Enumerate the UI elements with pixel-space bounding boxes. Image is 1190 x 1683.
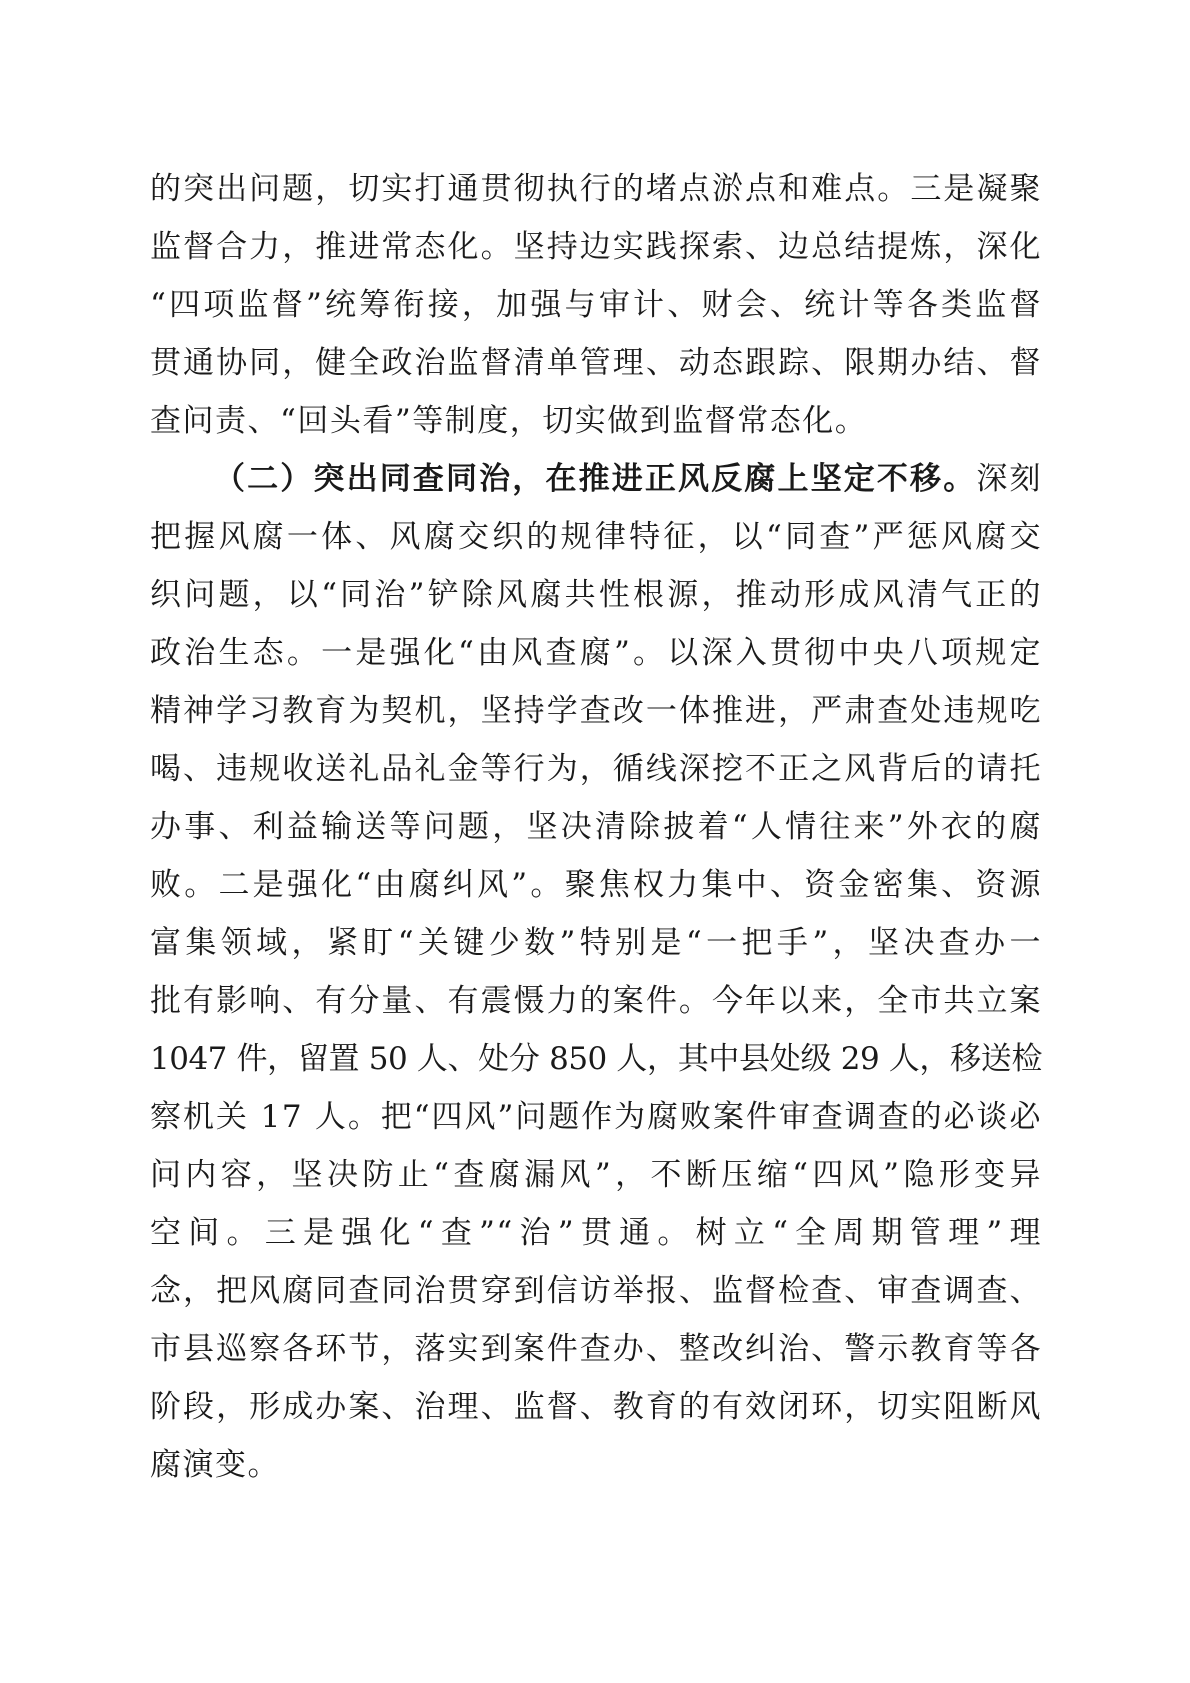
- line-text: 贯通协同，健全政治监督清单管理、动态跟踪、限期办结、督: [150, 345, 1042, 381]
- paragraph-2-first-line: [150, 450, 1042, 508]
- paragraph-2-line: [150, 1146, 1042, 1204]
- line-text: 办事、利益输送等问题，坚决清除披着“人情往来”外衣的腐: [150, 809, 1042, 845]
- line-text: 的突出问题，切实打通贯彻执行的堵点淤点和难点。三是凝聚: [150, 171, 1042, 207]
- line-text: “四项监督”统筹衔接，加强与审计、财会、统计等各类监督: [150, 287, 1042, 323]
- paragraph-2-line: [150, 740, 1042, 798]
- paragraph-2-line: [150, 566, 1042, 624]
- line-text: 问内容，坚决防止“查腐漏风”，不断压缩“四风”隐形变异: [150, 1157, 1042, 1193]
- paragraph-2-line: [150, 856, 1042, 914]
- paragraph-1-line: [150, 276, 1042, 334]
- paragraph-2: [150, 450, 1042, 1494]
- paragraph-1: [150, 160, 1042, 450]
- line-text: 把握风腐一体、风腐交织的规律特征，以“同查”严惩风腐交: [150, 519, 1042, 555]
- line-text: 察机关 17 人。把“四风”问题作为腐败案件审查调查的必谈必: [150, 1099, 1042, 1135]
- line-text: 富集领域，紧盯“关键少数”特别是“一把手”，坚决查办一: [150, 925, 1042, 961]
- paragraph-2-line: [150, 914, 1042, 972]
- line-text: 监督合力，推进常态化。坚持边实践探索、边总结提炼，深化: [150, 229, 1042, 265]
- paragraph-2-line: [150, 1262, 1042, 1320]
- paragraph-1-line: [150, 334, 1042, 392]
- line-text: 精神学习教育为契机，坚持学查改一体推进，严肃查处违规吃: [150, 693, 1042, 729]
- paragraph-2-line: [150, 682, 1042, 740]
- line-text: 阶段，形成办案、治理、监督、教育的有效闭环，切实阻断风: [150, 1389, 1042, 1425]
- section-heading: （二）突出同查同治，在推进正风反腐上坚定不移。: [214, 461, 977, 497]
- paragraph-1-line: [150, 218, 1042, 276]
- paragraph-1-line: [150, 392, 1042, 450]
- line-text: 批有影响、有分量、有震慑力的案件。今年以来，全市共立案: [150, 983, 1042, 1019]
- line-text: 念，把风腐同查同治贯穿到信访举报、监督检查、审查调查、: [150, 1273, 1042, 1309]
- line-text: 政治生态。一是强化“由风查腐”。以深入贯彻中央八项规定: [150, 635, 1042, 671]
- paragraph-2-line: [150, 508, 1042, 566]
- paragraph-1-line: [150, 160, 1042, 218]
- line-text: 喝、违规收送礼品礼金等行为，循线深挖不正之风背后的请托: [150, 751, 1042, 787]
- line-text: 1047 件，留置 50 人、处分 850 人，其中县处级 29 人，移送检: [150, 1041, 1042, 1077]
- line-text: 深刻: [976, 461, 1043, 497]
- line-text: 空间。三是强化“查”“治”贯通。树立“全周期管理”理: [150, 1215, 1042, 1251]
- line-text: 织问题，以“同治”铲除风腐共性根源，推动形成风清气正的: [150, 577, 1042, 613]
- paragraph-2-line: [150, 798, 1042, 856]
- paragraph-2-line: [150, 1204, 1042, 1262]
- line-text: 查问责、“回头看”等制度，切实做到监督常态化。: [150, 403, 868, 439]
- paragraph-2-line: [150, 1088, 1042, 1146]
- line-text: 市县巡察各环节，落实到案件查办、整改纠治、警示教育等各: [150, 1331, 1042, 1367]
- line-text: 败。二是强化“由腐纠风”。聚焦权力集中、资金密集、资源: [150, 867, 1042, 903]
- paragraph-2-line: [150, 1320, 1042, 1378]
- paragraph-2-line: [150, 1378, 1042, 1436]
- paragraph-2-line: [150, 1030, 1042, 1088]
- line-text: 腐演变。: [150, 1447, 280, 1483]
- paragraph-2-line: [150, 1436, 1042, 1494]
- paragraph-2-line: [150, 972, 1042, 1030]
- paragraph-2-line: [150, 624, 1042, 682]
